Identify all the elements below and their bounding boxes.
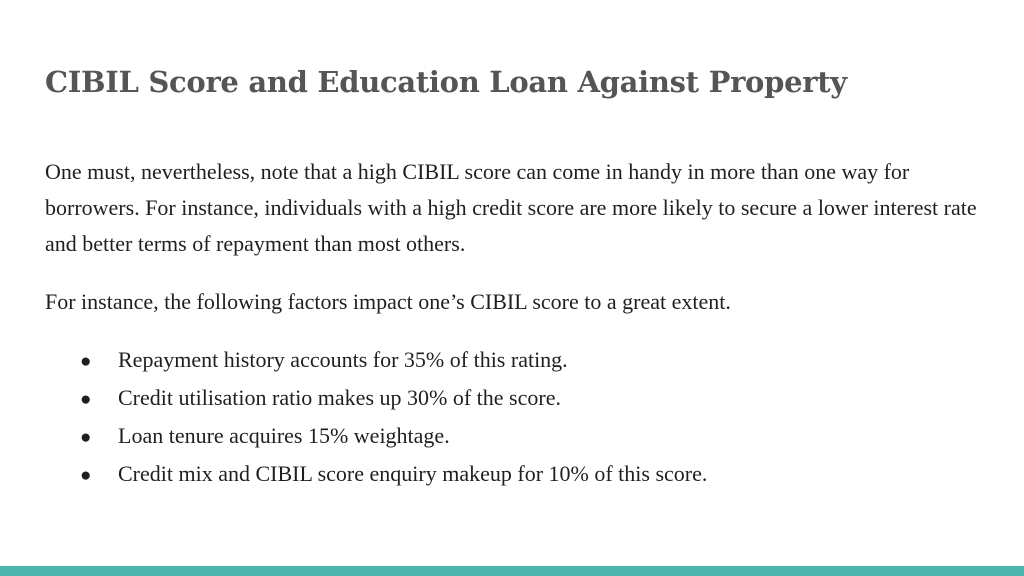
list-item-text: Credit utilisation ratio makes up 30% of the score. — [118, 385, 561, 410]
intro-paragraph: One must, nevertheless, note that a high CIBIL score can come in handy in more than one way for borrowers. For instance, individuals with a high credit score are more likely to secure a lower interest rate and better terms of repayment than most others. — [45, 159, 977, 256]
list-item-text: Loan tenure acquires 15% weightage. — [118, 423, 450, 448]
list-item-text: Repayment history accounts for 35% of this rating. — [118, 347, 568, 372]
bullet-icon: ● — [80, 389, 92, 410]
factors-intro-paragraph: For instance, the following factors impact one’s CIBIL score to a great extent. — [45, 289, 731, 314]
slide-title: CIBIL Score and Education Loan Against Property — [45, 65, 847, 99]
list-item — [80, 456, 707, 494]
list-item — [80, 380, 707, 418]
accent-bar — [0, 566, 1024, 576]
bullet-icon: ● — [80, 465, 92, 486]
bullet-icon: ● — [80, 427, 92, 448]
list-item-text: Credit mix and CIBIL score enquiry makeup for 10% of this score. — [118, 461, 708, 486]
list-item — [80, 418, 707, 456]
factor-list — [80, 342, 707, 494]
list-item — [80, 342, 707, 380]
bullet-icon: ● — [80, 351, 92, 372]
